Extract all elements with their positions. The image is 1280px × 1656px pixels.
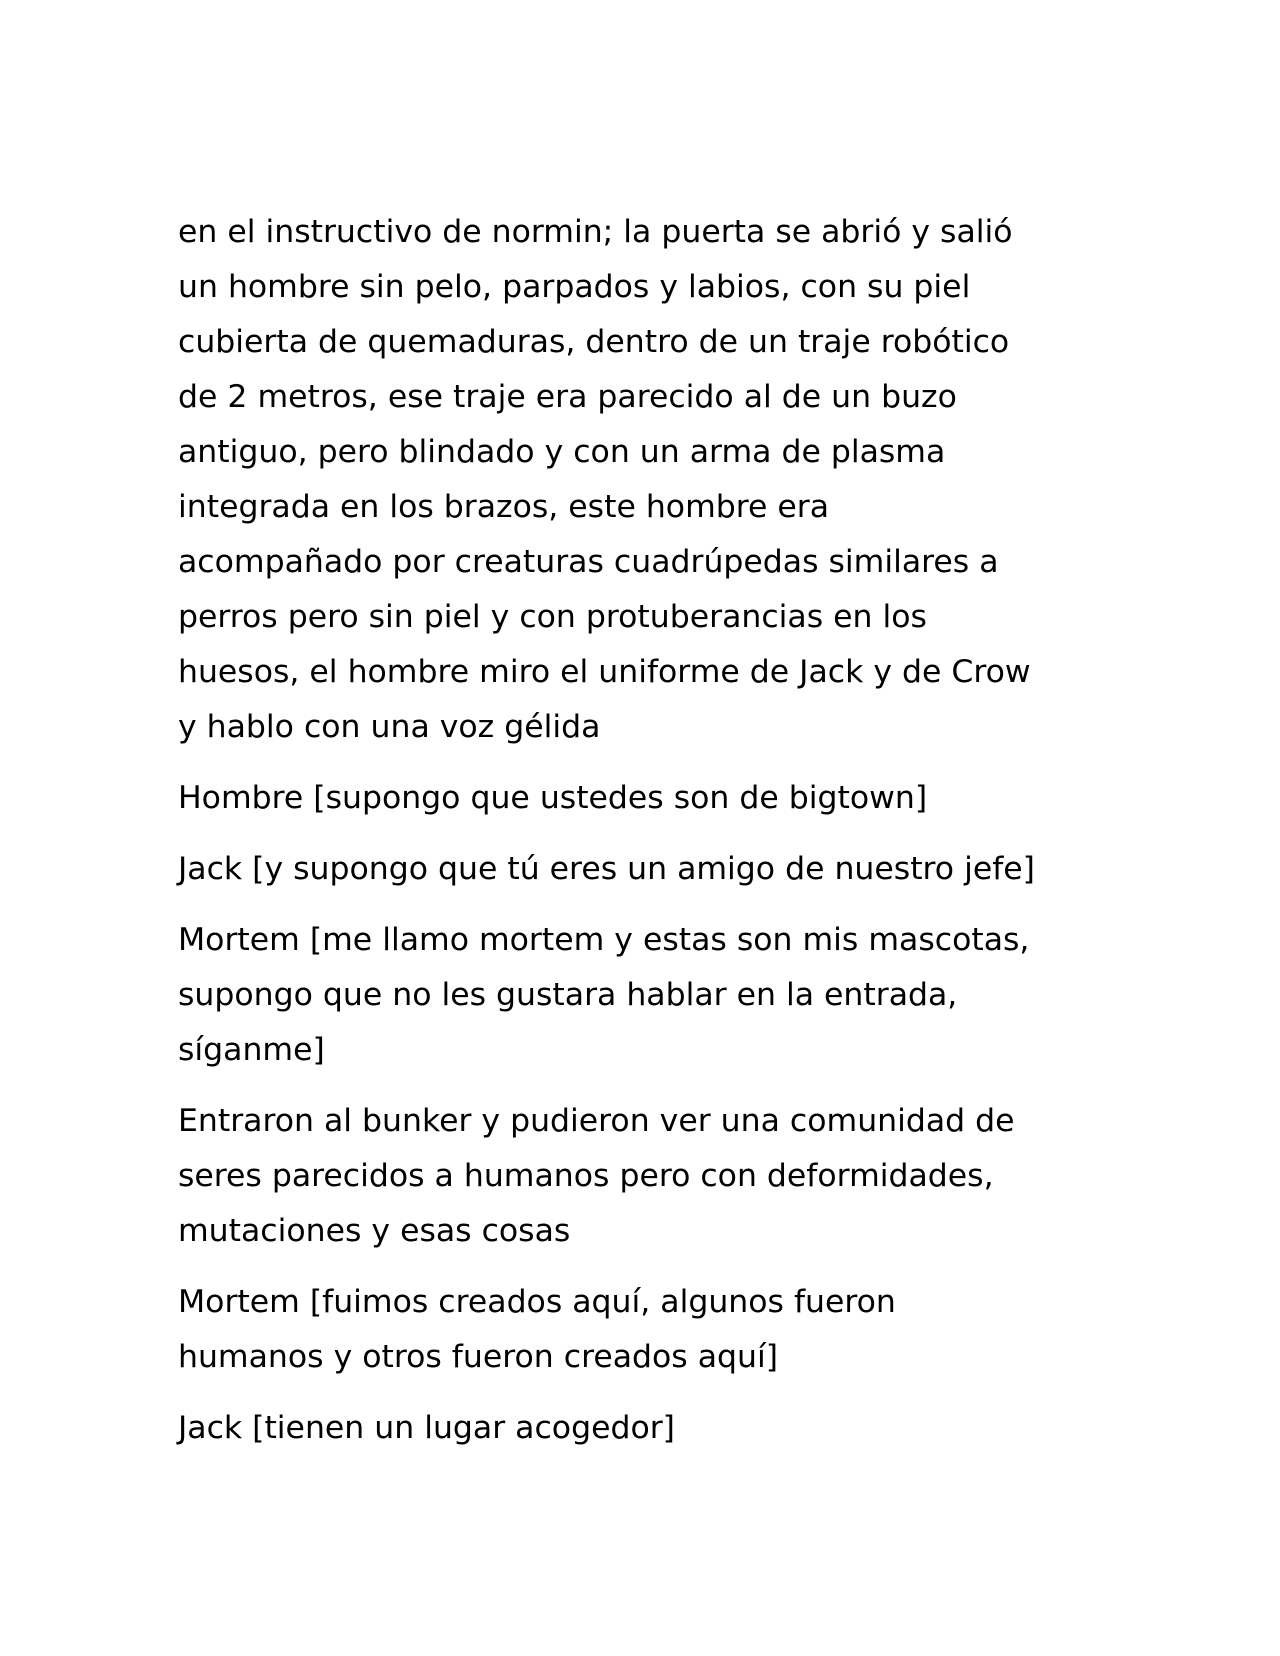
dialogue-line-hombre: Hombre [supongo que ustedes son de bigtown] (178, 780, 928, 816)
narrative-paragraph: en el instructivo de normin; la puerta se abrió y salió un hombre sin pelo, parpados y labios, con su piel cubierta de quemaduras, dentro de un traje robótico de 2 metros, ese traje era parecido al de un buzo antiguo, pero blindado y con un arma de plasma integrada en los brazos, este hombre era acompañado por creaturas cuadrúpedas similares a perros pero sin piel y con protuberancias en los huesos, el hombre miro el uniforme de Jack y de Crow y hablo con una voz gélida (178, 214, 1031, 745)
dialogue-line-mortem: Mortem [fuimos creados aquí, algunos fueron humanos y otros fueron creados aquí] (178, 1284, 896, 1375)
document-page (178, 205, 1118, 1472)
dialogue-line-mortem: Mortem [me llamo mortem y estas son mis mascotas, supongo que no les gustara hablar en la entrada, síganme] (178, 922, 1030, 1068)
dialogue-line-jack: Jack [tienen un lugar acogedor] (178, 1410, 675, 1446)
dialogue-line-jack: Jack [y supongo que tú eres un amigo de nuestro jefe] (178, 851, 1035, 887)
narrative-paragraph: Entraron al bunker y pudieron ver una comunidad de seres parecidos a humanos pero con deformidades, mutaciones y esas cosas (178, 1103, 1015, 1249)
